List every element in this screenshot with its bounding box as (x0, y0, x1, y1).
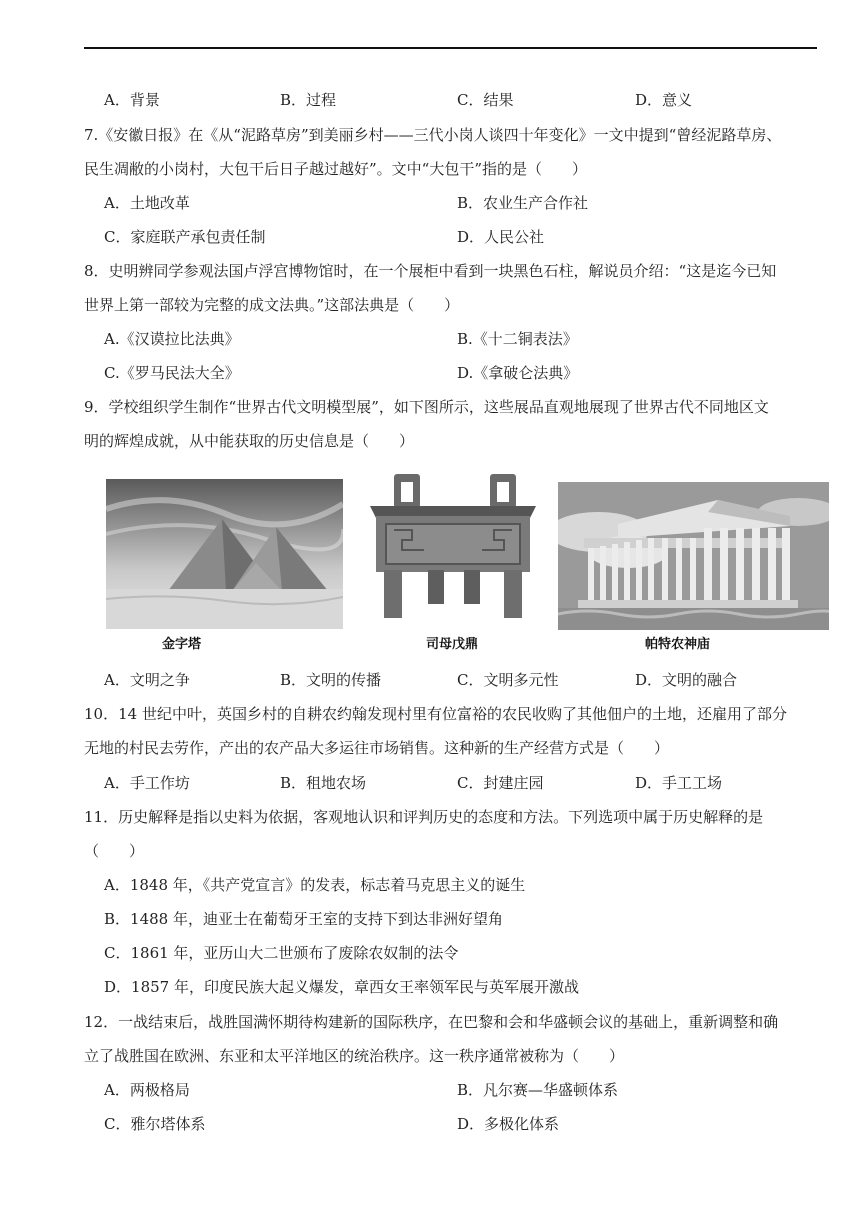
q8-option-a: A.《汉谟拉比法典》 (104, 330, 240, 348)
q9-option-d: D．文明的融合 (635, 671, 738, 689)
q12-stem-line1: 12．一战结束后，战胜国满怀期待构建新的国际秩序，在巴黎和会和华盛顿会议的基础上，重新调整和确 (84, 1013, 779, 1031)
q8-stem-line2: 世界上第一部较为完整的成文法典。”这部法典是（ ） (84, 296, 460, 314)
q11-stem-line1: 11．历史解释是指以史料为依据，客观地认识和评判历史的态度和方法。下列选项中属于历史解释的是 (84, 808, 764, 826)
q6-option-d: D．意义 (635, 91, 693, 109)
q7-option-a: A．土地改革 (104, 194, 190, 212)
q7-option-b: B．农业生产合作社 (457, 194, 589, 212)
q10-option-d: D．手工工场 (635, 774, 723, 792)
ding-image (364, 470, 542, 630)
q8-stem-line1: 8．史明辨同学参观法国卢浮宫博物馆时，在一个展柜中看到一块黑色石柱，解说员介绍：“这是迄今已知 (84, 262, 777, 280)
q12-option-a: A．两极格局 (104, 1081, 190, 1099)
q7-stem-line2: 民生凋敝的小岗村，大包干后日子越过越好”。文中“大包干”指的是（ ） (84, 160, 588, 178)
q10-stem-line1: 10．14 世纪中叶，英国乡村的自耕农约翰发现村里有位富裕的农民收购了其他佃户的土地，还雇用了部分 (84, 705, 787, 723)
q12-option-d: D．多极化体系 (457, 1115, 560, 1133)
q9-option-b: B．文明的传播 (280, 671, 382, 689)
q9-option-c: C．文明多元性 (457, 671, 559, 689)
q7-option-d: D．人民公社 (457, 228, 545, 246)
q12-stem-line2: 立了战胜国在欧洲、东亚和太平洋地区的统治秩序。这一秩序通常被称为（ ） (84, 1047, 625, 1065)
q6-option-b: B．过程 (280, 91, 337, 109)
q9-stem-line2: 明的辉煌成就，从中能获取的历史信息是（ ） (84, 432, 415, 450)
parthenon-caption: 帕特农神庙 (645, 637, 711, 652)
q6-option-a: A．背景 (104, 91, 160, 109)
q8-option-c: C.《罗马民法大全》 (104, 364, 240, 382)
parthenon-image (558, 482, 829, 630)
q7-option-c: C．家庭联产承包责任制 (104, 228, 266, 246)
q11-stem-line2: （ ） (84, 842, 145, 860)
q8-option-b: B.《十二铜表法》 (457, 330, 578, 348)
q9-option-a: A．文明之争 (104, 671, 190, 689)
ding-caption: 司母戊鼎 (426, 637, 479, 652)
q10-option-b: B．租地农场 (280, 774, 367, 792)
q11-option-c: C．1861 年，亚历山大二世颁布了废除农奴制的法令 (104, 944, 459, 962)
pyramid-image (106, 479, 343, 629)
q11-option-d: D．1857 年，印度民族大起义爆发，章西女王率领军民与英军展开激战 (104, 978, 579, 996)
q11-option-a: A．1848 年，《共产党宣言》的发表，标志着马克思主义的诞生 (104, 876, 526, 894)
pyramid-caption: 金字塔 (162, 637, 202, 652)
q8-option-d: D.《拿破仑法典》 (457, 364, 579, 382)
q9-stem-line1: 9．学校组织学生制作“世界古代文明模型展”，如下图所示，这些展品直观地展现了世界古代不同地区文 (84, 398, 769, 416)
q10-option-c: C．封建庄园 (457, 774, 544, 792)
q6-option-c: C．结果 (457, 91, 514, 109)
q11-option-b: B．1488 年，迪亚士在葡萄牙王室的支持下到达非洲好望角 (104, 910, 503, 928)
q12-option-c: C．雅尔塔体系 (104, 1115, 206, 1133)
q10-option-a: A．手工作坊 (104, 774, 190, 792)
q7-stem-line1: 7.《安徽日报》在《从“泥路草房”到美丽乡村——三代小岗人谈四十年变化》一文中提到“曾经泥路草房、 (84, 126, 782, 144)
q10-stem-line2: 无地的村民去劳作，产出的农产品大多运往市场销售。这种新的生产经营方式是（ ） (84, 739, 670, 757)
q12-option-b: B．凡尔赛—华盛顿体系 (457, 1081, 619, 1099)
header-rule (84, 47, 817, 49)
